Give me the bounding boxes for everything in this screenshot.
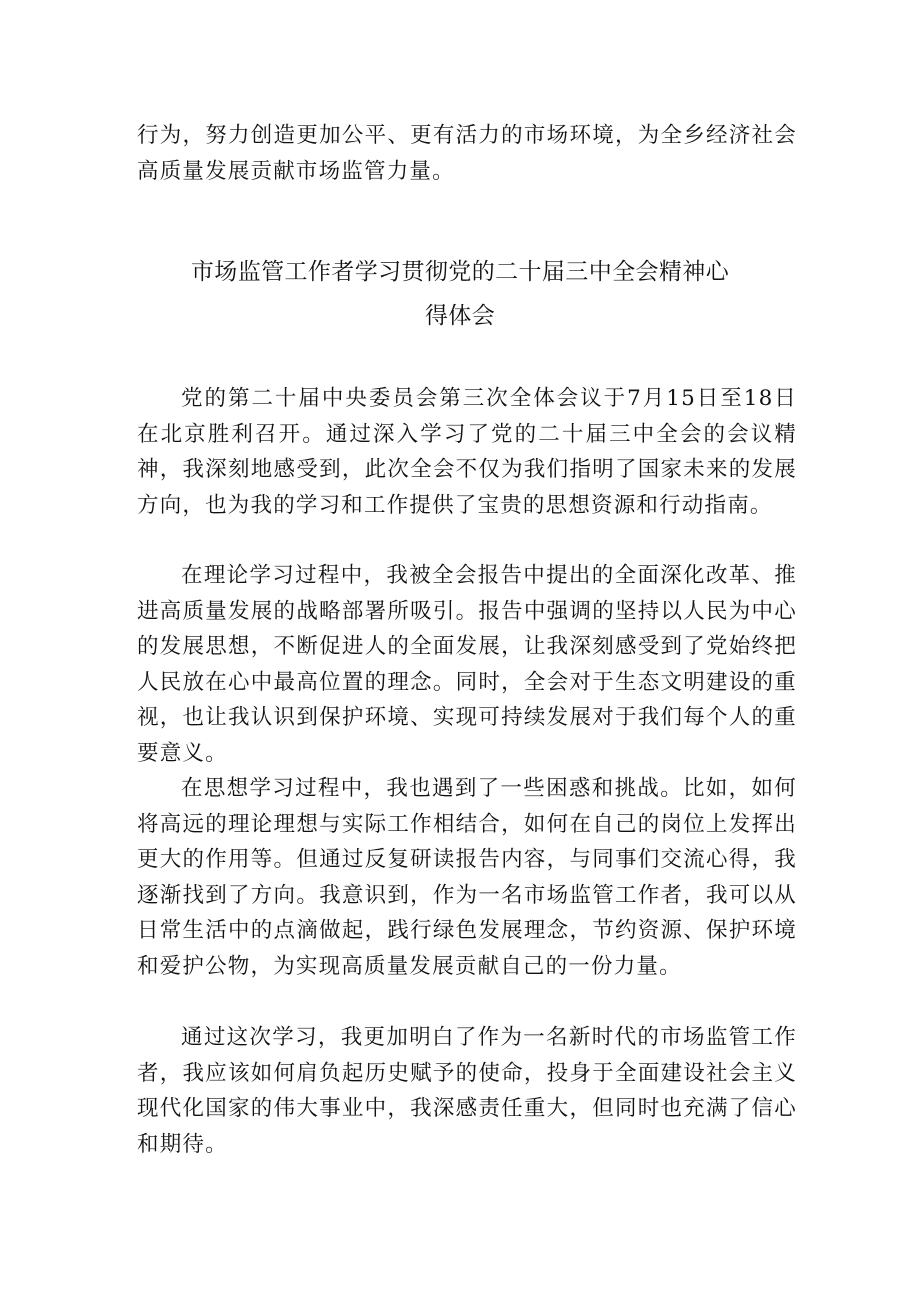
title-line-2: 得体会 bbox=[424, 303, 496, 329]
title-line-1: 市场监管工作者学习贯彻党的二十届三中全会精神心 bbox=[190, 259, 730, 285]
body-paragraph-2: 在理论学习过程中，我被全会报告中提出的全面深化改革、推进高质量发展的战略部署所吸引。报告中强调的坚持以人民为中心的发展思想，不断促进人的全面发展，让我深刻感受到了党始终把人民放在心中最高位置的理念。同时，全会对于生态文明建设的重视，也让我认识到保护环境、实现可持续发展对于我们每个人的重要意义。 bbox=[137, 563, 797, 766]
body-paragraph-3: 在思想学习过程中，我也遇到了一些困惑和挑战。比如，如何将高远的理论理想与实际工作相结合，如何在自己的岗位上发挥出更大的作用等。但通过反复研读报告内容，与同事们交流心得，我逐渐找到了方向。我意识到，作为一名市场监管工作者，我可以从日常生活中的点滴做起，践行绿色发展理念，节约资源、保护环境和爱护公物，为实现高质量发展贡献自己的一份力量。 bbox=[137, 776, 797, 979]
article-title bbox=[130, 250, 790, 338]
continued-paragraph: 行为，努力创造更加公平、更有活力的市场环境，为全乡经济社会高质量发展贡献市场监管力量。 bbox=[137, 123, 797, 184]
body-paragraph-4: 通过这次学习，我更加明白了作为一名新时代的市场监管工作者，我应该如何肩负起历史赋予的使命，投身于全面建设社会主义现代化国家的伟大事业中，我深感责任重大，但同时也充满了信心和期待。 bbox=[137, 1025, 797, 1157]
body-paragraph-1: 党的第二十届中央委员会第三次全体会议于7月15日至18日在北京胜利召开。通过深入学习了党的二十届三中全会的会议精神，我深刻地感受到，此次全会不仅为我们指明了国家未来的发展方向，也为我的学习和工作提供了宝贵的思想资源和行动指南。 bbox=[137, 386, 797, 518]
